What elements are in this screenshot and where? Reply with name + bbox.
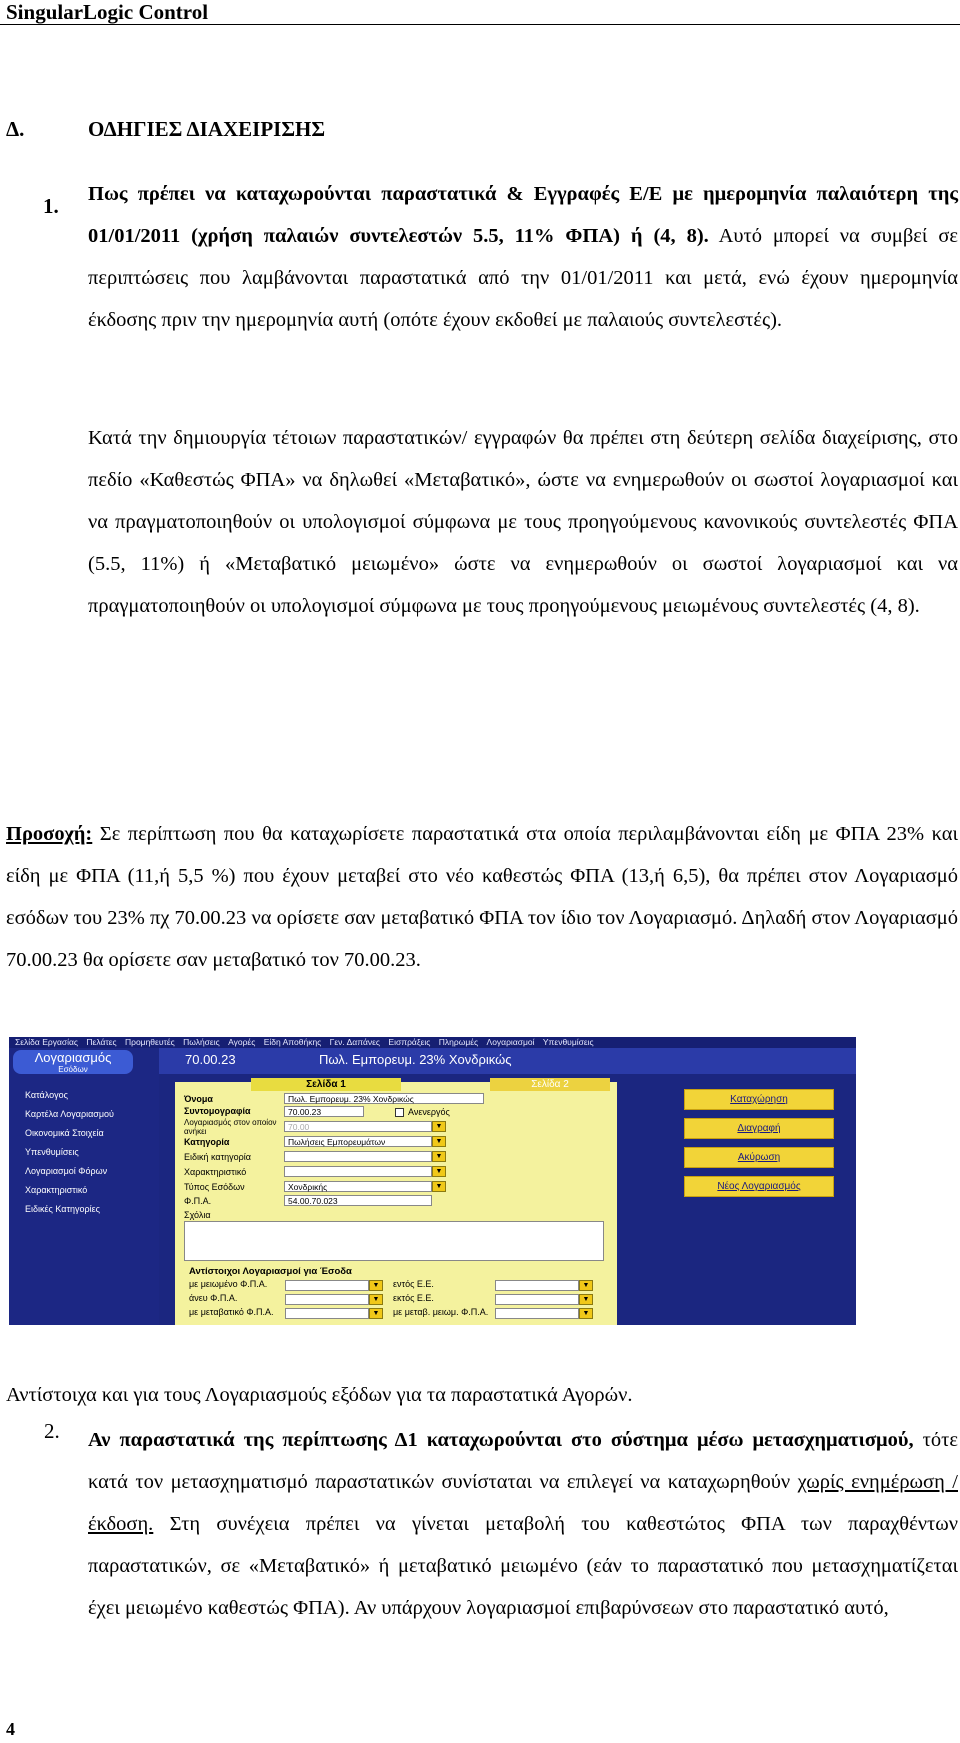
tab-page-1[interactable]: Σελίδα 1 [251,1078,401,1091]
no-vat-dropdown-icon[interactable]: ▼ [369,1294,383,1305]
menu-item[interactable]: Προμηθευτές [124,1037,175,1047]
item-1-heading-text: Αυτό μπορεί να συμβεί σε περιπτώσεις που λαμβάνονται παραστατικά από την 01/01/2011 και μετά, ενώ έχουν ημερομηνία έκδοσης πριν την ημερομηνία αυτή (οπότε έχουν εκδοθεί με παλαιούς συντελεστές). [88,225,958,331]
menu-item[interactable]: Αγορές [228,1037,256,1047]
account-code: 70.00.23 [185,1052,236,1067]
after-image-line: Αντίστοιχα και για τους Λογαριασμούς εξόδων για τα παραστατικά Αγορών. [6,1384,633,1406]
characteristic-dropdown-icon[interactable]: ▼ [432,1166,446,1177]
sidebar-item-account-card[interactable]: Καρτέλα Λογαριασμού [25,1109,114,1119]
section-title: ΟΔΗΓΙΕΣ ΔΙΑΧΕΙΡΙΣΗΣ [88,117,326,141]
income-type-label: Τύπος Εσόδων [184,1182,245,1192]
item-2-bold: Αν παραστατικά της περίπτωσης Δ1 καταχωρούνται στο σύστημα μέσω μετασχηματισμού, [88,1429,914,1451]
sidebar-list [25,1086,114,1219]
section-letter: Δ. [6,117,25,141]
within-eu-dropdown-icon[interactable]: ▼ [579,1280,593,1291]
parent-dropdown-icon[interactable]: ▼ [432,1121,446,1132]
menu-item[interactable]: Σελίδα Εργασίας [15,1037,79,1047]
accounts-title: Αντίστοιχοι Λογαριασμοί για Έσοδα [189,1266,352,1277]
item-1-heading-bold: Πως πρέπει να καταχωρούνται παραστατικά & Εγγραφές Ε/Ε με ημερομηνία παλαιότερη της 01/01/2011 (χρήση παλαιών συντελεστών 5.5, 11% ΦΠΑ) ή (4, 8). [88,183,958,247]
item-2-underlined: χωρίς ενημέρωση /έκδοση. [88,1471,958,1535]
item-2-paragraph [88,1419,958,1629]
item-2-text-1: τότε κατά τον μετασχηματισμό παραστατικών συνίσταται να επιλεγεί να καταχωρηθούν [88,1429,959,1493]
outside-eu-dropdown-icon[interactable]: ▼ [579,1294,593,1305]
app-sidebar [9,1048,159,1325]
sidebar-item-reminders[interactable]: Υπενθυμίσεις [25,1147,79,1157]
menu-item[interactable]: Εισπράξεις [388,1037,431,1047]
vat-label: Φ.Π.Α. [184,1196,212,1206]
new-account-button[interactable]: Νέος Λογαριασμός [684,1176,834,1197]
name-field[interactable]: Πωλ. Εμπορευμ. 23% Χονδρικώς [284,1093,484,1104]
attention-label: Προσοχή: [6,823,93,845]
menu-item[interactable]: Είδη Αποθήκης [263,1037,322,1047]
app-menubar [9,1037,856,1048]
parent-field[interactable]: 70.00 [284,1121,432,1132]
sidebar-item-financials[interactable]: Οικονομικά Στοιχεία [25,1128,104,1138]
characteristic-field[interactable] [284,1166,432,1177]
sidebar-item-tax-accounts[interactable]: Λογαριασμοί Φόρων [25,1166,108,1176]
menu-item[interactable]: Πωλήσεις [183,1037,220,1047]
item-2-number: 2. [44,1419,60,1443]
sidebar-item-characteristic[interactable]: Χαρακτηριστικό [25,1185,88,1195]
menu-item[interactable]: Λογαριασμοί [486,1037,535,1047]
category-dropdown-icon[interactable]: ▼ [432,1136,446,1147]
attention-text: Σε περίπτωση που θα καταχωρίσετε παραστατικά στα οποία περιλαμβάνονται είδη με ΦΠΑ 23% και είδη με ΦΠΑ (11,ή 5,5 %) που έχουν μεταβεί στο νέο καθεστώς ΦΠΑ (13,ή 6,5), θα πρέπει στον Λογαριασμό εσόδων του 23% πχ 70.00.23 να ορίσετε σαν μεταβατικό ΦΠΑ τον ίδιο τον Λογαριασμό. Δηλαδή στον Λογαριασμό 70.00.23 θα ορίσετε σαν μεταβατικό τον 70.00.23. [6,823,959,971]
special-category-dropdown-icon[interactable]: ▼ [432,1151,446,1162]
comments-field[interactable] [184,1221,604,1261]
short-label: Συντομογραφία [184,1106,251,1116]
within-eu-field[interactable] [495,1280,579,1291]
sidebar-title-text: Λογαριασμός [34,1050,112,1065]
within-eu-label: εντός Ε.Ε. [393,1279,434,1289]
header-rule [0,24,960,25]
trans-reduced-vat-dropdown-icon[interactable]: ▼ [579,1308,593,1319]
short-field[interactable]: 70.00.23 [284,1106,364,1117]
menu-item[interactable]: Υπενθυμίσεις [542,1037,594,1047]
income-type-dropdown-icon[interactable]: ▼ [432,1181,446,1192]
cancel-button[interactable]: Ακύρωση [684,1147,834,1168]
transitional-vat-field[interactable] [285,1308,369,1319]
sidebar-item-catalog[interactable]: Κατάλογος [25,1090,68,1100]
outside-eu-label: εκτός Ε.Ε. [393,1293,434,1303]
transitional-vat-label: με μεταβατικό Φ.Π.Α. [189,1307,274,1317]
page-number: 4 [6,1719,15,1739]
inactive-checkbox[interactable] [395,1108,404,1117]
transitional-vat-dropdown-icon[interactable]: ▼ [369,1308,383,1319]
trans-reduced-vat-field[interactable] [495,1308,579,1319]
tab-page-2[interactable]: Σελίδα 2 [490,1078,610,1091]
accounts-box [175,1266,617,1325]
item-1-heading [88,173,958,341]
form-panel [175,1079,617,1325]
account-description: Πωλ. Εμπορευμ. 23% Χονδρικώς [319,1052,512,1067]
no-vat-label: άνευ Φ.Π.Α. [189,1293,238,1303]
characteristic-label: Χαρακτηριστικό [184,1167,247,1177]
item-1-number: 1. [43,194,59,218]
section-heading [6,117,325,142]
menu-item[interactable]: Πληρωμές [438,1037,479,1047]
parent-label: Λογαριασμός στον οποίον ανήκει [184,1118,277,1136]
sidebar-item-special-categories[interactable]: Ειδικές Κατηγορίες [25,1204,100,1214]
menu-item[interactable]: Πελάτες [86,1037,117,1047]
outside-eu-field[interactable] [495,1294,579,1305]
name-label: Όνομα [184,1094,213,1104]
attention-paragraph [6,813,958,981]
sidebar-subtitle: Εσόδων [58,1065,88,1074]
comments-label: Σχόλια [184,1210,211,1220]
no-vat-field[interactable] [285,1294,369,1305]
special-category-field[interactable] [284,1151,432,1162]
income-type-field[interactable]: Χονδρικής [284,1181,432,1192]
reduced-vat-dropdown-icon[interactable]: ▼ [369,1280,383,1291]
category-field[interactable]: Πωλήσεις Εμπορευμάτων [284,1136,432,1147]
sidebar-title [13,1050,133,1074]
app-screenshot [9,1037,856,1325]
inactive-label: Ανενεργός [408,1107,450,1117]
trans-reduced-vat-label: με μεταβ. μειωμ. Φ.Π.Α. [393,1307,489,1317]
delete-button[interactable]: Διαγραφή [684,1118,834,1139]
reduced-vat-label: με μειωμένο Φ.Π.Α. [189,1279,268,1289]
save-button[interactable]: Καταχώρηση [684,1089,834,1110]
category-label: Κατηγορία [184,1137,230,1147]
item-1-paragraph: Κατά την δημιουργία τέτοιων παραστατικών/ εγγραφών θα πρέπει στη δεύτερη σελίδα διαχείρισης, στο πεδίο «Καθεστώς ΦΠΑ» να δηλωθεί «Μεταβατικό», ώστε να ενημερωθούν οι σωστοί λογαριασμοί και να πραγματοποιηθούν οι υπολογισμοί σύμφωνα με τους προηγούμενους κανονικούς συντελεστές ΦΠΑ (5.5, 11%) ή «Μεταβατικό μειωμένο» ώστε να ενημερωθούν οι σωστοί λογαριασμοί και να πραγματοποιηθούν οι υπολογισμοί σύμφωνα με τους προηγούμενους μειωμένους συντελεστές (4, 8). [88,427,958,617]
item-2-text-2: Στη συνέχεια πρέπει να γίνεται μεταβολή του καθεστώτος ΦΠΑ των παραχθέντων παραστατικών, σε «Μεταβατικό» ή μεταβατικό μειωμένο (εάν το παραστατικό που μετασχηματίζεται έχει μειωμένο καθεστώς ΦΠΑ). Αν υπάρχουν λογαριασμοί επιβαρύνσεων στο παραστατικό αυτό, [88,1513,959,1619]
menu-item[interactable]: Γεν. Δαπάνες [329,1037,381,1047]
vat-field[interactable]: 54.00.70.023 [284,1195,432,1206]
special-category-label: Ειδική κατηγορία [184,1152,251,1162]
document-header: SingularLogic Control [6,0,209,24]
app-topbar [159,1048,856,1074]
reduced-vat-field[interactable] [285,1280,369,1291]
